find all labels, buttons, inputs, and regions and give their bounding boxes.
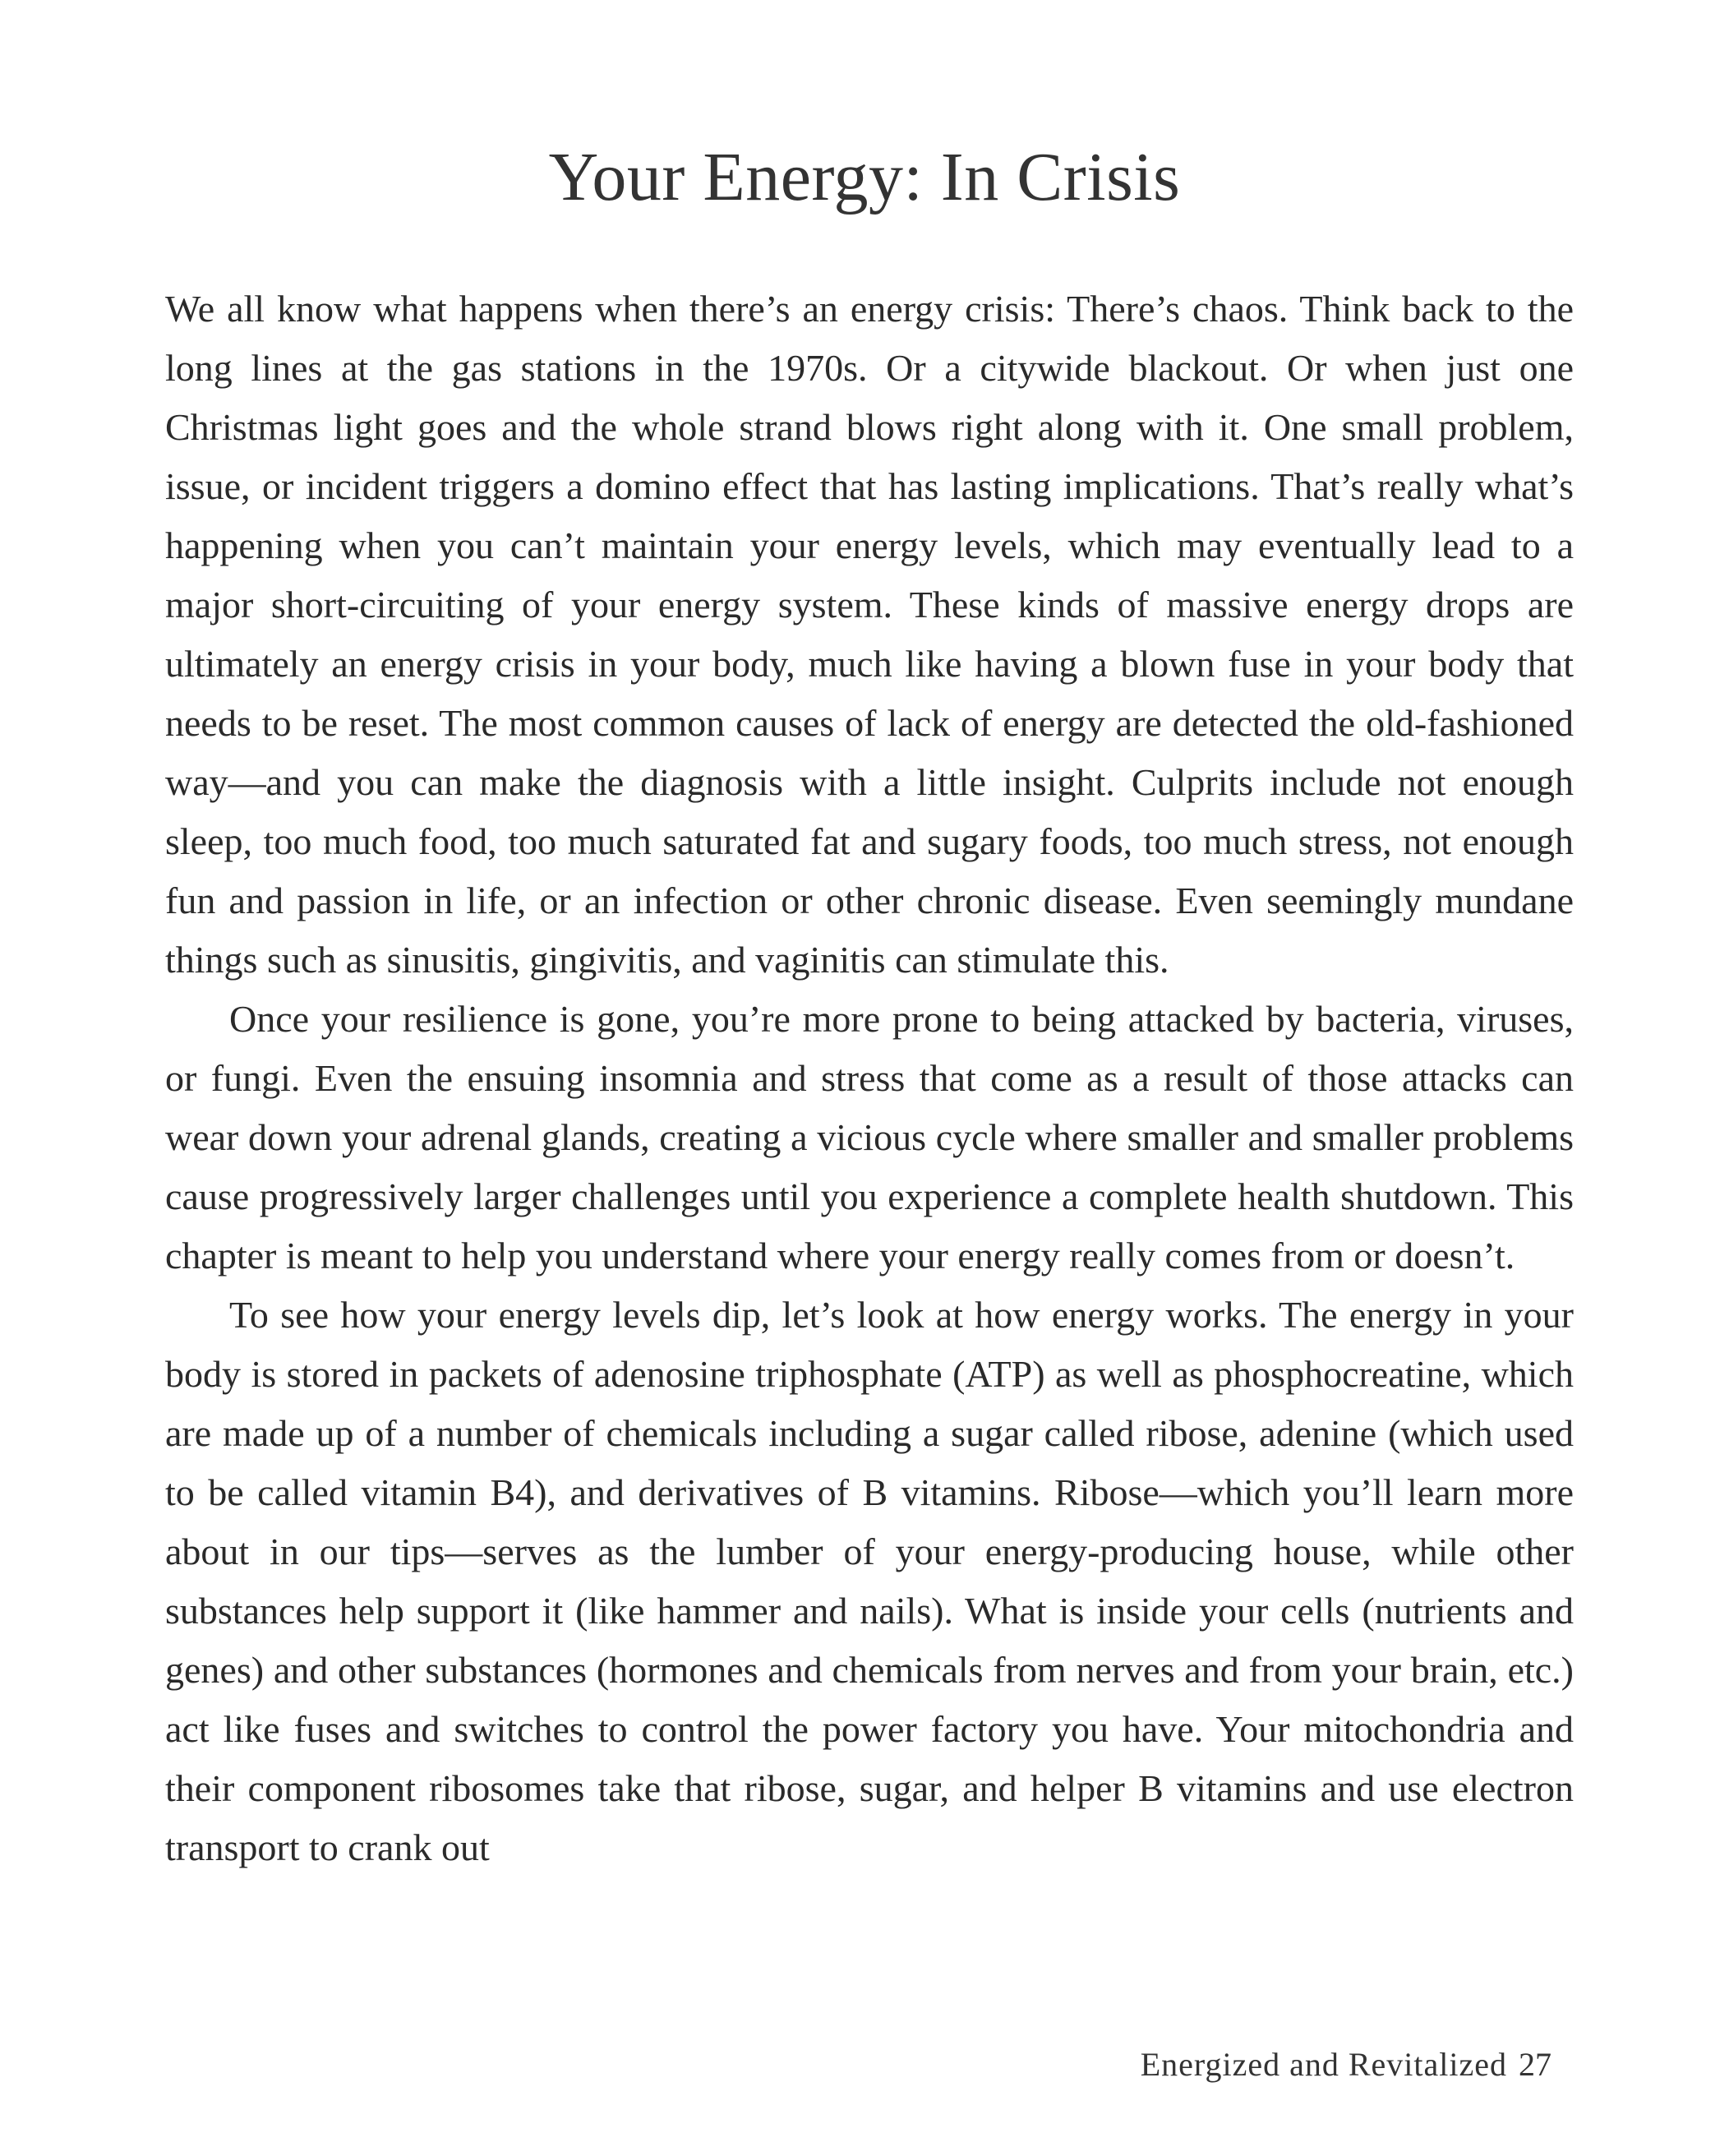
- running-title: Energized and Revitalized: [1140, 2046, 1507, 2083]
- page-number: 27: [1519, 2046, 1551, 2083]
- body-text: [165, 279, 1574, 1877]
- paragraph: We all know what happens when there’s an energy crisis: There’s chaos. Think back to the long lines at the gas stations in the 1970s. Or a citywide blackout. Or when just one Christmas light goes and the whole strand blows right along with it. One small problem, issue, or incident triggers a domino effect that has lasting implications. That’s really what’s happening when you can’t maintain your energy levels, which may eventually lead to a major short-circuiting of your energy system. These kinds of massive energy drops are ultimately an energy crisis in your body, much like having a blown fuse in your body that needs to be reset. The most common causes of lack of energy are detected the old-fashioned way—and you can make the diagnosis with a little insight. Culprits include not enough sleep, too much food, too much saturated fat and sugary foods, too much stress, not enough fun and passion in life, or an infection or other chronic disease. Even seemingly mundane things such as sinusitis, gingivitis, and vaginitis can stimulate this.: [165, 288, 1574, 981]
- page-footer: [1141, 2045, 1551, 2084]
- paragraph: To see how your energy levels dip, let’s look at how energy works. The energy in your body is stored in packets of adenosine triphosphate (ATP) as well as phosphocreatine, which are made up of a number of chemicals including a sugar called ribose, adenine (which used to be called vitamin B4), and derivatives of B vitamins. Ribose—which you’ll learn more about in our tips—serves as the lumber of your energy-producing house, while other substances help support it (like hammer and nails). What is inside your cells (nutrients and genes) and other substances (hormones and chemicals from nerves and from your brain, etc.) act like fuses and switches to control the power factory you have. Your mitochondria and their component ribosomes take that ribose, sugar, and helper B vitamins and use electron transport to crank out: [165, 1294, 1574, 1868]
- page-title: Your Energy: In Crisis: [548, 139, 1181, 215]
- paragraph: Once your resilience is gone, you’re more prone to being attacked by bacteria, viruses, or fungi. Even the ensuing insomnia and stress that come as a result of those attacks can wear down your adrenal glands, creating a vicious cycle where smaller and smaller problems cause progressively larger challenges until you experience a complete health shutdown. This chapter is meant to help you understand where your energy really comes from or doesn’t.: [165, 998, 1574, 1277]
